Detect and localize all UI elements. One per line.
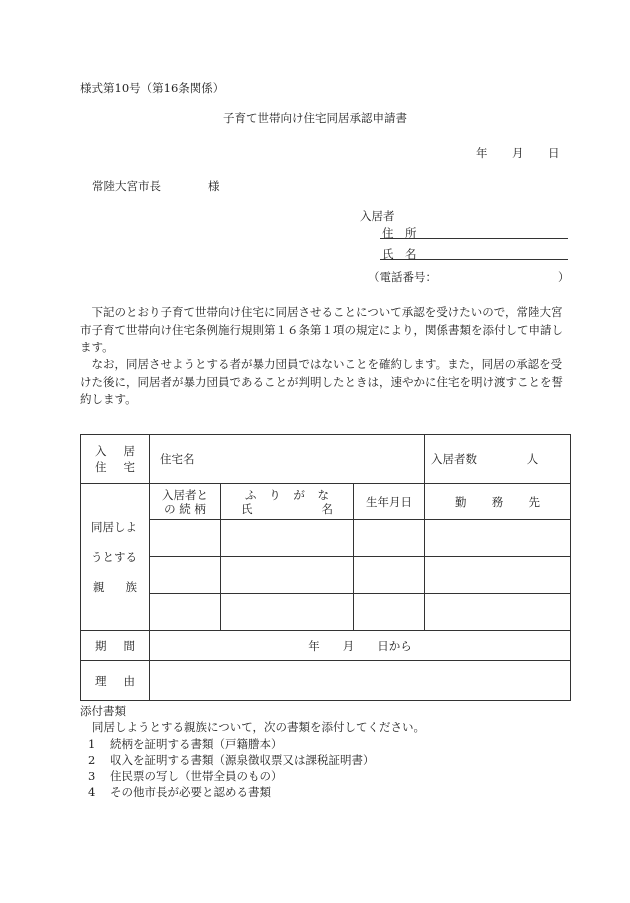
reason-label-cell: 理 由 <box>81 661 150 701</box>
name-label: 氏 名 <box>382 247 417 261</box>
housing-name-cell[interactable]: 住宅名 <box>150 435 425 484</box>
list-item: 1 続柄を証明する書類（戸籍謄本） <box>88 737 283 751</box>
reason-value-cell[interactable] <box>150 661 571 701</box>
form-number: 様式第10号（第16条関係） <box>80 81 225 95</box>
work-header: 勤 務 先 <box>425 484 571 520</box>
paragraph-pledge: なお，同居させようとする者が暴力団員ではないことを確約します。また，同居の承認を受 けた後に，同居者が暴力団員であることが判明したときは，速やかに住宅を明け渡すことを誓 約します。 <box>80 357 563 406</box>
applicant-heading: 入居者 <box>360 209 395 223</box>
date-year: 年 <box>476 146 488 160</box>
phone-label: （電話番号： <box>368 270 437 284</box>
family-label-cell: 同居しよ うとする 親 族 <box>81 484 150 631</box>
table-row-period <box>81 631 571 661</box>
name-field[interactable] <box>380 259 568 260</box>
table-row-housing <box>81 435 571 484</box>
attachments-heading: 添付書類 <box>80 704 126 718</box>
work-cell[interactable] <box>425 557 571 594</box>
name-cell[interactable] <box>221 557 354 594</box>
addressee-name: 常陸大宮市長 <box>92 179 161 193</box>
birth-header: 生年月日 <box>354 484 425 520</box>
relation-cell[interactable] <box>150 520 221 557</box>
relation-cell[interactable] <box>150 557 221 594</box>
name-cell[interactable] <box>221 520 354 557</box>
address-field[interactable] <box>380 238 568 239</box>
relation-header: 入居者と の 続 柄 <box>150 484 221 520</box>
date-day: 日 <box>548 146 560 160</box>
date-month: 月 <box>512 146 524 160</box>
table-row <box>81 594 571 631</box>
name-header: ふ り が な 氏 名 <box>221 484 354 520</box>
attachments-intro: 同居しようとする親族について，次の書類を添付してください。 <box>92 720 426 734</box>
list-item: 3 住民票の写し（世帯全員のもの） <box>88 769 283 783</box>
page-title: 子育て世帯向け住宅同居承認申請書 <box>223 111 407 125</box>
table-row <box>81 557 571 594</box>
relation-cell[interactable] <box>150 594 221 631</box>
table-row-reason <box>81 661 571 701</box>
name-cell[interactable] <box>221 594 354 631</box>
paragraph-request: 下記のとおり子育て世帯向け住宅に同居させることについて承認を受けたいので，常陸大宮 市子育て世帯向け住宅条例施行規則第１６条第１項の規定により，関係書類を添付して申請し ます。 <box>80 305 563 354</box>
work-cell[interactable] <box>425 520 571 557</box>
table-row <box>81 520 571 557</box>
phone-close: ） <box>558 270 570 284</box>
work-cell[interactable] <box>425 594 571 631</box>
list-item: 4 その他市長が必要と認める書類 <box>88 785 271 799</box>
housing-label-cell: 入 居 住 宅 <box>81 435 150 484</box>
table-row-family-header <box>81 484 571 520</box>
period-value-cell[interactable]: 年 月 日から <box>150 631 571 661</box>
residents-count-cell[interactable]: 入居者数 人 <box>425 435 571 484</box>
address-label: 住 所 <box>382 226 417 240</box>
period-label-cell: 期 間 <box>81 631 150 661</box>
birth-cell[interactable] <box>354 594 425 631</box>
birth-cell[interactable] <box>354 520 425 557</box>
list-item: 2 収入を証明する書類（源泉徴収票又は課税証明書） <box>88 753 375 767</box>
application-table <box>80 434 571 701</box>
addressee-honorific: 様 <box>208 179 220 193</box>
birth-cell[interactable] <box>354 557 425 594</box>
